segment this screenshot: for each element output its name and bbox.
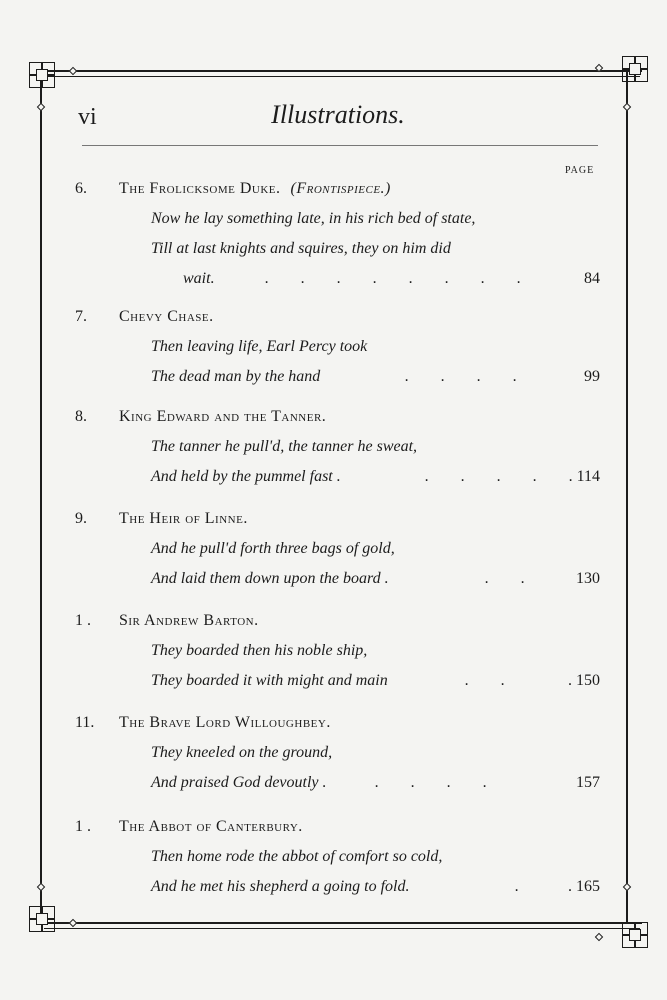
verse-line: And he pull'd forth three bags of gold, — [151, 540, 395, 557]
entry-note: (Frontispiece.) — [290, 180, 391, 197]
verse-line: They boarded it with might and main — [151, 672, 388, 689]
corner-ornament-icon — [622, 922, 648, 948]
corner-ornament-icon — [29, 62, 55, 88]
list-item — [75, 714, 600, 804]
dot-leaders: . . . . — [405, 368, 531, 385]
verse-line: Then leaving life, Earl Percy took — [151, 338, 368, 355]
entry-number: 7. — [75, 308, 87, 325]
verse-line: Now he lay something late, in his rich bed of state, — [151, 210, 476, 227]
header-rule — [82, 145, 598, 146]
entry-title: King Edward and the Tanner. — [119, 408, 327, 425]
corner-ornament-icon — [29, 906, 55, 932]
entry-number: 8. — [75, 408, 87, 425]
page-column-label: PAGE — [565, 165, 595, 176]
verse-line: And he met his shepherd a going to fold. — [151, 878, 410, 895]
entry-title: Sir Andrew Barton. — [119, 612, 259, 629]
page-number: . 114 — [568, 468, 600, 485]
verse-line: wait. — [183, 270, 215, 287]
list-item — [75, 612, 600, 702]
page-number: . 165 — [568, 878, 600, 895]
page-folio: vi — [78, 104, 97, 130]
dot-leaders: . . — [465, 672, 519, 689]
list-item — [75, 818, 600, 908]
dot-leaders: . . — [485, 570, 539, 587]
page-number: . 150 — [568, 672, 600, 689]
page-number: 84 — [584, 270, 600, 287]
dot-leaders: . . . . . . . . — [265, 270, 535, 287]
page-header — [78, 100, 598, 140]
entry-title: The Frolicksome Duke. — [119, 180, 281, 197]
verse-line: The dead man by the hand — [151, 368, 321, 385]
entry-title: Chevy Chase. — [119, 308, 214, 325]
entry-title: The Brave Lord Willoughbey. — [119, 714, 331, 731]
entry-number: 11. — [75, 714, 95, 731]
list-item — [75, 180, 600, 300]
entry-title: The Heir of Linne. — [119, 510, 248, 527]
page-title: Illustrations. — [271, 100, 405, 129]
page-number: 130 — [576, 570, 600, 587]
dot-leaders: . . . . — [425, 468, 551, 485]
verse-line: They boarded then his noble ship, — [151, 642, 368, 659]
dot-leaders: . . . . — [375, 774, 501, 791]
entry-number: 1 . — [75, 818, 91, 835]
verse-line: And held by the pummel fast . — [151, 468, 341, 485]
page-number: 157 — [576, 774, 600, 791]
entry-title: The Abbot of Canterbury. — [119, 818, 303, 835]
page-number: 99 — [584, 368, 600, 385]
dot-leaders: . — [515, 878, 533, 895]
verse-line: Then home rode the abbot of comfort so cold, — [151, 848, 443, 865]
verse-line: They kneeled on the ground, — [151, 744, 333, 761]
corner-ornament-icon — [622, 56, 648, 82]
verse-line: The tanner he pull'd, the tanner he sweat, — [151, 438, 418, 455]
list-item — [75, 408, 600, 498]
verse-line: And laid them down upon the board . — [151, 570, 389, 587]
entry-number: 9. — [75, 510, 87, 527]
verse-line: And praised God devoutly . — [151, 774, 327, 791]
entry-number: 1 . — [75, 612, 91, 629]
list-item — [75, 510, 600, 600]
list-item — [75, 308, 600, 398]
entry-number: 6. — [75, 180, 87, 197]
verse-line: Till at last knights and squires, they on him did — [151, 240, 451, 257]
